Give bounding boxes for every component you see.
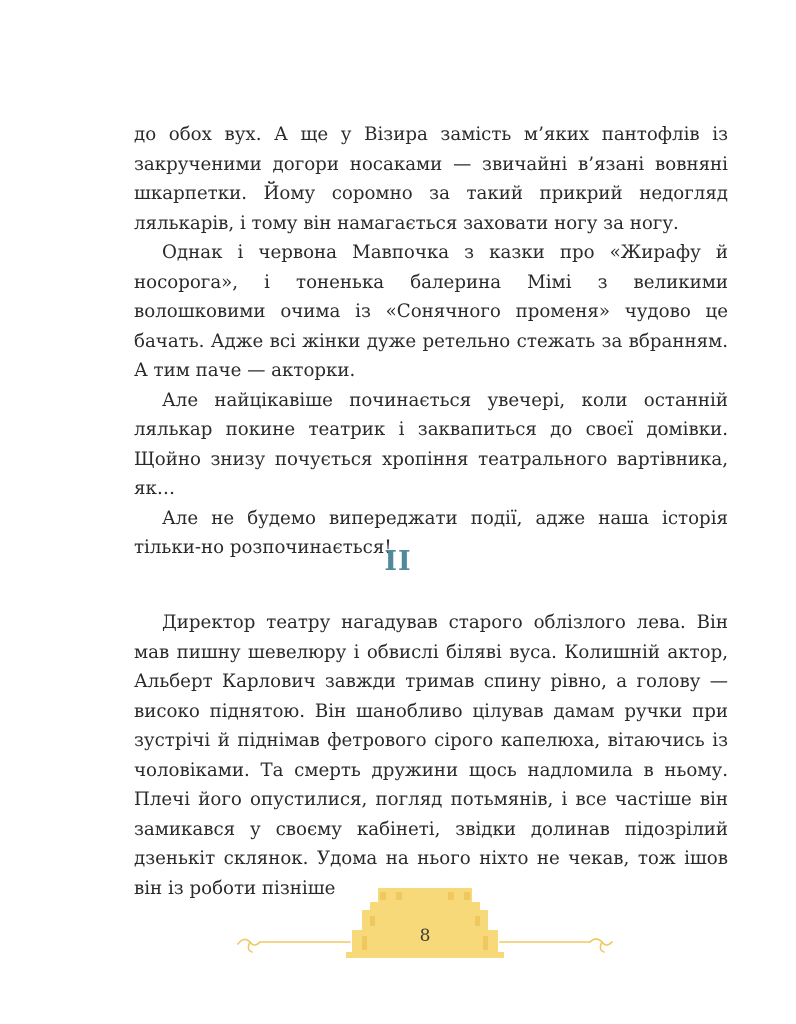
page-number: 8	[419, 926, 431, 946]
paragraph: Однак і червона Мавпочка з казки про «Жирафу й носорога», і тоненька балерина Мімі з великими волошковими очима із «Сонячного променя» чудово це бачать. Адже всі жінки дуже ретельно стежать за вбранням. А тим паче — акторки.	[134, 242, 728, 381]
text-block-top	[134, 120, 728, 563]
chapter-heading: II	[384, 546, 412, 577]
paragraph: до обох вух. А ще у Візира замість м’яких пантофлів із закрученими догори носаками — звичайні в’язані вовняні шкарпетки. Йому соромно за такий прикрий недогляд лялькарів, і тому він намагається заховати ногу за ногу.	[134, 124, 728, 234]
page-footer	[230, 886, 620, 986]
paragraph: Але не будемо випереджати події, адже наша історія тільки-но розпочинається!	[134, 507, 728, 558]
text-block-bottom	[134, 608, 728, 903]
paragraph: Директор театру нагадував старого облізлого лева. Він мав пишну шевелюру і обвислі біляві вуса. Колишній актор, Альберт Карлович завжди тримав спину рівно, а голову — високо піднятою. Він шанобливо цілував дамам ручки при зустрічі й піднімав фетрового сірого капелюха, вітаючись із чоловіками. Та смерть дружини щось надломила в ньому. Плечі його опустилися, погляд потьмянів, і все частіше він замикався у своєму кабінеті, звідки долинав підозрілий дзенькіт склянок. Удома на нього ніхто не чекав, тож ішов він із роботи пізніше	[134, 612, 728, 899]
paragraph: Але найцікавіше починається увечері, коли останній лялькар покине театрик і заквапиться до своєї домівки. Щойно знизу почується хропіння театрального вартівника, як…	[134, 389, 728, 499]
